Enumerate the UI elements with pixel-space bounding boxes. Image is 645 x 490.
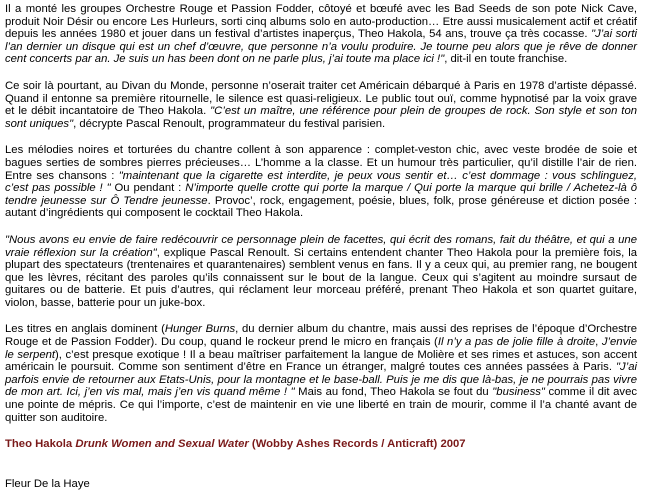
text-run: Mais au fond, Theo Hakola se fout du [294, 386, 493, 399]
text-run: Ou pendant : [110, 182, 186, 195]
text-run: Les titres en anglais dominent ( [5, 323, 165, 336]
italic-quote: N’importe quelle crotte qui porte la marque / Qui porte la marque qui brille / Achetez-là ô tendre jeunesse sur Ô Tendre jeunesse [5, 182, 637, 207]
italic-quote: "Nous avons eu envie de faire redécouvrir ce personnage plein de facettes, qui écrit des romans, fait du théâtre, et qui a une vraie réflexion sur la création" [5, 233, 637, 259]
text-run: Les mélodies noires et torturées du chantre collent à son apparence : complet-veston chic, avec veste brodée de soie et bagues serties de sombres pierres précieuses… L’homme a la classe. Et un humour très particulier, qu’il distille l’air de rien. Entre ses chansons : [5, 144, 637, 182]
text-run: Il a monté les groupes Orchestre Rouge et Passion Fodder, côtoyé et bœufé avec les Bad Seeds de son pote Nick Cave, produit Noir Désir ou encore Les Hurleurs, sorti cinq albums solo en auto-production… Etre aussi musicalement actif et créatif depuis les années 1980 et jouer dans un festival d’artistes inaperçus, Theo Hakola, 54 ans, trouve ça très cocasse. [5, 3, 637, 41]
italic-quote: Hunger Burns [164, 323, 236, 336]
text-run: , décrypte Pascal Renoult, programmateur du festival parisien. [73, 117, 386, 130]
text-run: . Provoc’, rock, engagement, poésie, blues, folk, prose généreuse et diction posée : autant d’ingrédients qui composent le cocktail Theo Hakola. [5, 194, 637, 220]
paragraph-2 [5, 80, 637, 130]
italic-quote: "J’ai parfois envie de retourner aux Etats-Unis, pour la montagne et le base-ball. Puis je me dis que là-bas, je ne pourrais pas vivre de mon art. Ici, j’en vis mal, mais j’en vis quand même ! " [5, 361, 637, 399]
paragraph-4 [5, 234, 637, 310]
article [5, 3, 637, 490]
author-signature: Fleur De la Haye [5, 477, 90, 490]
credit-artist: Theo Hakola [5, 438, 76, 451]
text-run: Ce soir là pourtant, au Divan du Monde, personne n’oserait traiter cet Américain débarqué à Paris en 1978 d’artiste dépassé. Quand il entonne sa première ritournelle, le silence est quasi-religieux. Le public tout ouï, comme hypnotisé par la voix grave et le débit incantatoire de Theo Hakola. [5, 79, 637, 118]
text-run: , du dernier album du chantre, mais aussi des reprises de l’époque d’Orchestre Rouge et de Passion Fodder). Du coup, quand le rockeur prend le micro en français ( [5, 323, 637, 349]
italic-quote: "J’ai sorti l’an dernier un disque qui est un chef d’œuvre, que personne n’a voulu produire. Je tourne peu alors que je rêve de donner cent concerts par an. Je suis un has been dont on ne parle plus, j’ai toute ma place ici !" [5, 28, 638, 66]
italic-quote: "business" [492, 386, 545, 399]
italic-quote: Il n’y a pas de jolie fille à droite [437, 336, 596, 349]
text-run: , dit-il en toute franchise. [444, 53, 568, 66]
paragraph-5 [5, 323, 637, 424]
paragraph-3 [5, 144, 637, 220]
text-run: , [595, 336, 602, 349]
credit-label: (Wobby Ashes Records / Anticraft) 2007 [248, 438, 466, 451]
album-credit [5, 438, 637, 451]
text-run: ), c’est presque exotique ! Il a beau maîtriser parfaitement la langue de Molière et ses rimes et astuces, son accent américain le poursuit. Comme son sentiment d’être en France un étranger, malgré toutes ces années passées à Paris. [5, 348, 637, 374]
italic-quote: "C’est un maître, une référence pour plein de groupes de rock. Son style et son ton sont uniques" [5, 105, 638, 130]
paragraph-1 [5, 3, 637, 66]
italic-quote: J’envie le serpent [5, 336, 638, 361]
text-run: comme il dit avec une pointe de mépris. Ce qui l’importe, c’est de maintenir en vie une liberté en train de mourir, comme il l’a chanté avant de quitter son auditoire. [5, 386, 638, 424]
italic-quote: "maintenant que la cigarette est interdite, je peux vous sentir et… c’est dommage : vous schlinguez, c’est pas possible ! " [5, 169, 637, 195]
text-run: , explique Pascal Renoult. Si certains entendent chanter Theo Hakola pour la première fois, la plupart des spectateurs (trentenaires et quarantenaires) semblent venus en fans. Il y a ceux qui, au premier rang, ne bougent que les lèvres, récitant des paroles qu’ils connaissent sur le bout de la langue. Ceux qui s’agitent au moindre sursaut de guitares ou de batterie. Et puis d’autres, qui réclament leur morceau préféré, prenant Theo Hakola et son quartet guitare, violon, basse, batterie pour un juke-box. [5, 246, 637, 309]
credit-album-title: Drunk Women and Sexual Water [75, 438, 249, 451]
